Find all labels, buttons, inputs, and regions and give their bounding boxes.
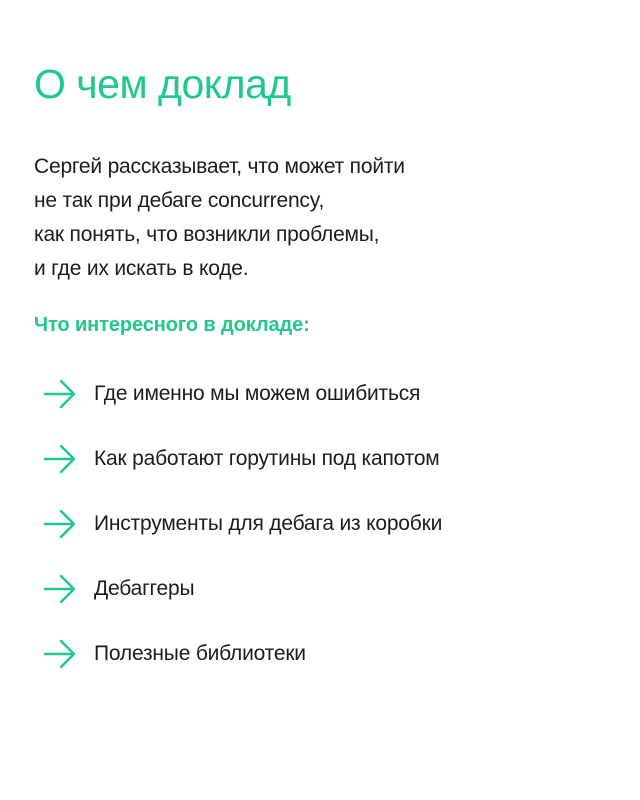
- intro-line: и где их искать в коде.: [34, 257, 249, 280]
- intro-line: не так при дебаге concurrency,: [34, 189, 325, 212]
- arrow-right-icon: [42, 639, 78, 669]
- list-item: [42, 502, 442, 546]
- list-item-label: Дебаггеры: [94, 577, 195, 600]
- intro-line: Сергей рассказывает, что может пойти: [34, 155, 405, 178]
- arrow-right-icon: [42, 444, 78, 474]
- list-item-label: Где именно мы можем ошибиться: [94, 382, 421, 405]
- arrow-right-icon: [42, 379, 78, 409]
- list-item: [42, 437, 442, 481]
- list-item-label: Как работают горутины под капотом: [94, 447, 440, 470]
- list-item: [42, 372, 442, 416]
- arrow-right-icon: [42, 509, 78, 539]
- list-item: [42, 632, 442, 676]
- list-item-label: Полезные библиотеки: [94, 642, 306, 665]
- intro-paragraph: [34, 150, 594, 286]
- arrow-right-icon: [42, 574, 78, 604]
- list-item: [42, 567, 442, 611]
- highlights-list: [42, 372, 442, 697]
- highlights-heading: Что интересного в докладе:: [34, 314, 310, 336]
- list-item-label: Инструменты для дебага из коробки: [94, 512, 443, 535]
- slide-title: О чем доклад: [34, 61, 291, 107]
- intro-line: как понять, что возникли проблемы,: [34, 223, 380, 246]
